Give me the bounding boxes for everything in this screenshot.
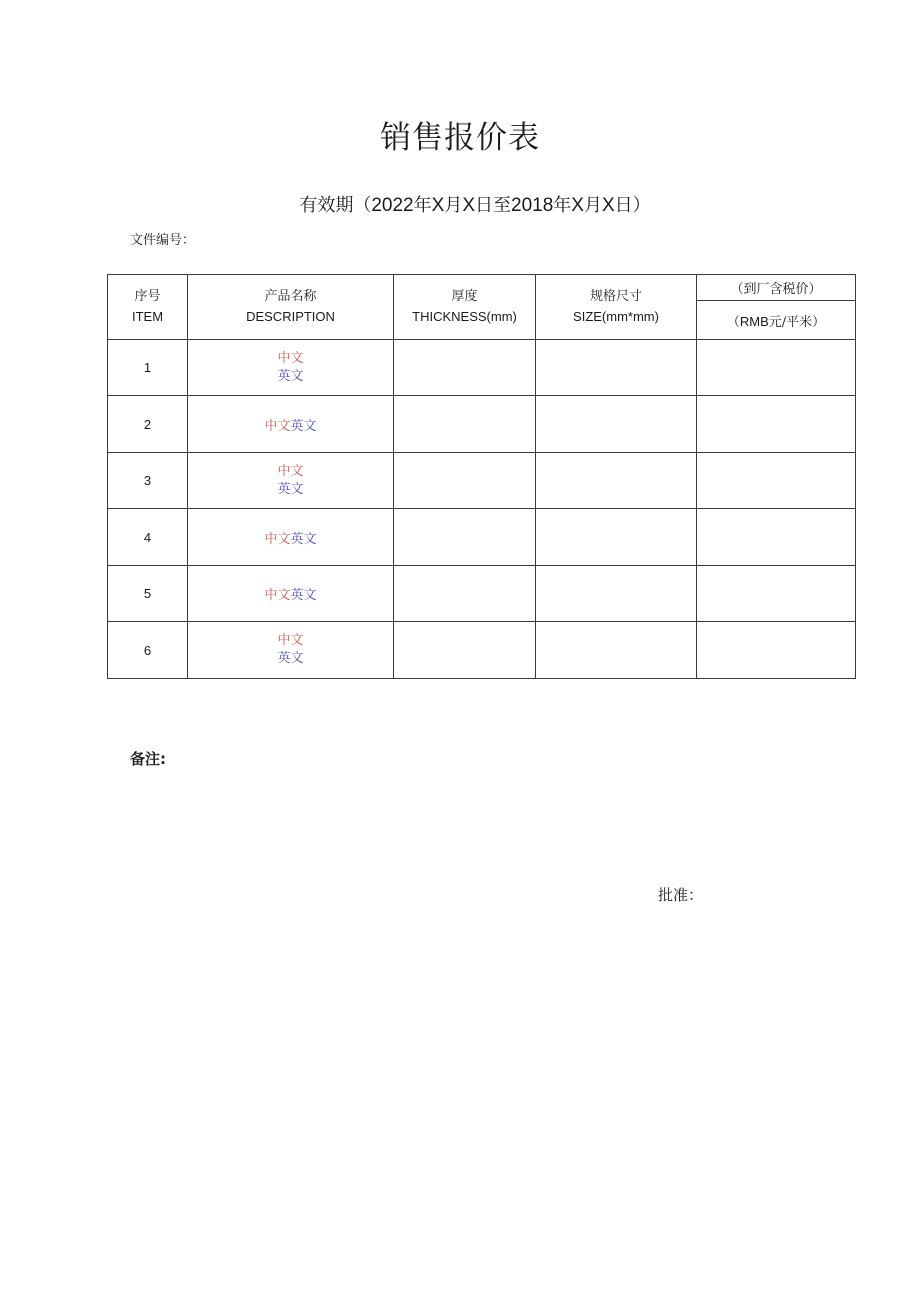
row-size [536, 340, 697, 396]
row-description [188, 622, 394, 679]
table-row [108, 396, 856, 453]
row-size [536, 622, 697, 679]
row-number: 6 [108, 622, 188, 679]
price-unit: 元/平米） [768, 314, 826, 330]
validity-prefix: 有效期（ [299, 195, 372, 216]
row-size [536, 453, 697, 509]
validity-month-unit-end: 月 [583, 195, 602, 216]
price-unit-open: （ [726, 314, 740, 330]
document-number-label: 文件编号： [130, 233, 196, 248]
description-cn: 中文 [277, 633, 304, 648]
approval-label: 批准： [658, 886, 704, 904]
notes-label: 备注: [130, 750, 166, 768]
row-thickness [394, 396, 536, 453]
description-cn: 中文 [264, 588, 291, 603]
header-description-en: DESCRIPTION [246, 309, 335, 324]
description-cn: 中文 [277, 463, 304, 479]
validity-period [0, 191, 920, 217]
quotation-table [107, 274, 856, 679]
header-size-cn: 规格尺寸 [589, 289, 642, 304]
table-row [108, 566, 856, 622]
header-thickness-cn: 厚度 [451, 289, 478, 304]
row-thickness [394, 340, 536, 396]
header-item [108, 275, 188, 340]
row-number: 1 [108, 340, 188, 396]
page-title: 销售报价表 [380, 120, 540, 156]
header-thickness [394, 275, 536, 340]
description-cn: 中文 [264, 418, 291, 434]
row-price [697, 340, 856, 396]
row-price [697, 509, 856, 566]
description-en: 英文 [290, 588, 317, 603]
description-en: 英文 [290, 418, 317, 434]
description-en: 英文 [277, 368, 304, 384]
row-price [697, 396, 856, 453]
row-number: 3 [108, 453, 188, 509]
row-description [188, 340, 394, 396]
validity-year-end: 2018 [511, 195, 554, 216]
validity-day-end: X [601, 195, 615, 216]
header-item-cn: 序号 [134, 289, 161, 304]
table-row [108, 340, 856, 396]
row-number: 2 [108, 396, 188, 453]
row-number: 5 [108, 566, 188, 622]
header-item-en: ITEM [131, 309, 164, 324]
row-size [536, 566, 697, 622]
row-size [536, 396, 697, 453]
row-thickness [394, 453, 536, 509]
validity-month-end: X [571, 195, 584, 216]
table-row [108, 509, 856, 566]
header-size [536, 275, 697, 340]
validity-day-start: X [462, 195, 475, 216]
header-thickness-en: THICKNESS(mm) [412, 309, 517, 324]
header-description-cn: 产品名称 [264, 289, 317, 304]
description-cn: 中文 [277, 350, 304, 366]
validity-year-unit-end: 年 [553, 195, 572, 216]
row-description [188, 566, 394, 622]
row-size [536, 509, 697, 566]
header-price-top: （到厂含税价） [697, 275, 856, 301]
row-price [697, 622, 856, 679]
price-currency: RMB [739, 313, 769, 329]
row-price [697, 453, 856, 509]
description-en: 英文 [277, 481, 304, 497]
row-thickness [394, 622, 536, 679]
table-row [108, 622, 856, 679]
header-price-bottom [697, 301, 856, 340]
description-en: 英文 [277, 651, 304, 666]
row-thickness [394, 566, 536, 622]
row-price [697, 566, 856, 622]
validity-suffix: 日） [614, 195, 651, 216]
description-cn: 中文 [264, 531, 291, 547]
validity-year-unit: 年 [413, 195, 432, 216]
row-number: 4 [108, 509, 188, 566]
header-description [188, 275, 394, 340]
row-thickness [394, 509, 536, 566]
validity-to: 日至 [475, 195, 511, 216]
row-description [188, 453, 394, 509]
table-row [108, 453, 856, 509]
validity-year-start: 2022 [371, 195, 414, 216]
row-description [188, 396, 394, 453]
row-description [188, 509, 394, 566]
header-size-en: SIZE(mm*mm) [573, 309, 659, 324]
description-en: 英文 [290, 531, 317, 547]
validity-month-start: X [431, 195, 445, 216]
validity-month-unit: 月 [444, 195, 463, 216]
